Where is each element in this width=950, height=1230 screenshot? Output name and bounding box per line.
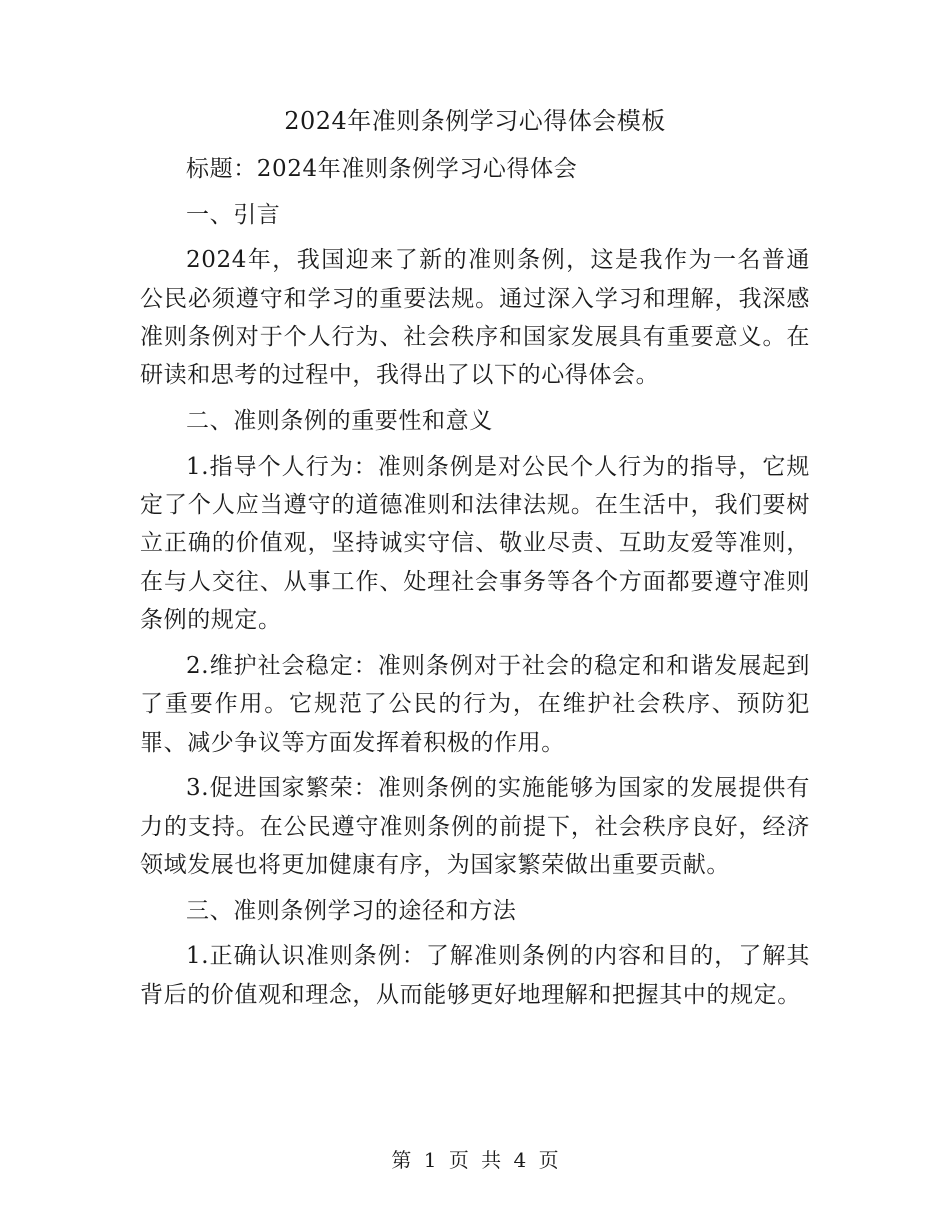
paragraph-social-stability: 2.维护社会稳定：准则条例对于社会的稳定和和谐发展起到了重要作用。它规范了公民的行为，在维护社会秩序、预防犯罪、减少争议等方面发挥着积极的作用。 (140, 652, 810, 756)
page-number-footer: 第 1 页 共 4 页 (391, 1148, 559, 1172)
paragraph-heading-title: 标题：2024年准则条例学习心得体会 (186, 156, 578, 182)
paragraph-introduction: 2024年，我国迎来了新的准则条例，这是我作为一名普通公民必须遵守和学习的重要法规。通过深入学习和理解，我深感准则条例对于个人行为、社会秩序和国家发展具有重要意义。在研读和思考的过程中，我得出了以下的心得体会。 (140, 247, 810, 389)
paragraph-guide-behavior: 1.指导个人行为：准则条例是对公民个人行为的指导，它规定了个人应当遵守的道德准则和法律法规。在生活中，我们要树立正确的价值观，坚持诚实守信、敬业尽责、互助友爱等准则，在与人交往、从事工作、处理社会事务等各个方面都要遵守准则条例的规定。 (140, 453, 810, 634)
paragraph-correct-understanding: 1.正确认识准则条例：了解准则条例的内容和目的，了解其背后的价值观和理念，从而能够更好地理解和把握其中的规定。 (140, 943, 810, 1008)
paragraph-national-prosperity: 3.促进国家繁荣：准则条例的实施能够为国家的发展提供有力的支持。在公民遵守准则条例的前提下，社会秩序良好，经济领域发展也将更加健康有序，为国家繁荣做出重要贡献。 (140, 775, 810, 879)
document-body (140, 150, 810, 1021)
section-heading-importance: 二、准则条例的重要性和意义 (186, 408, 493, 434)
section-heading-introduction: 一、引言 (186, 201, 281, 228)
section-heading-methods: 三、准则条例学习的途径和方法 (186, 897, 517, 924)
document-title: 2024年准则条例学习心得体会模板 (284, 107, 666, 135)
